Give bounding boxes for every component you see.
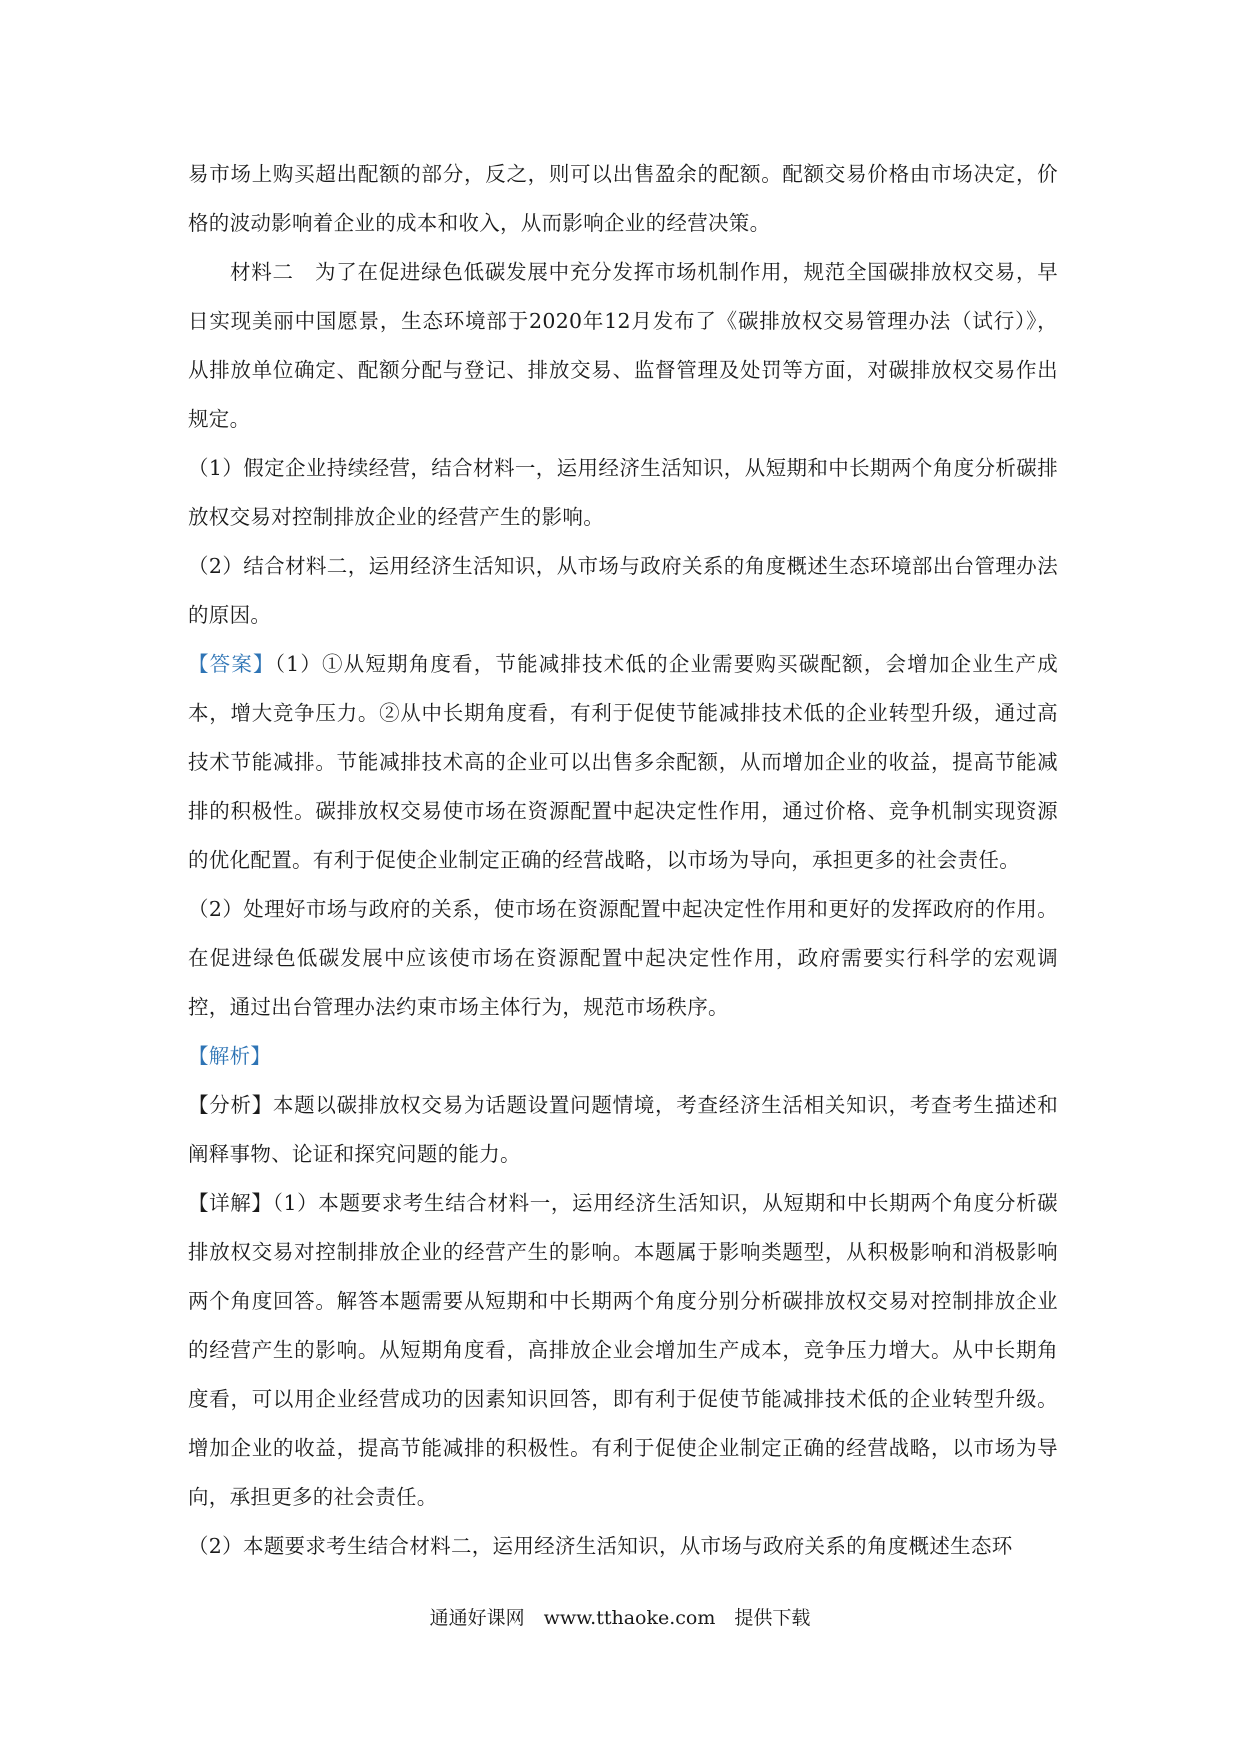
xiangjie-text-1: （1）本题要求考生结合材料一，运用经济生活知识，从短期和中长期两个角度分析碳排放权交易对控制排放企业的经营产生的影响。本题属于影响类题型，从积极影响和消极影响两个角度回答。解答本题需要从短期和中长期两个角度分别分析碳排放权交易对控制排放企业的经营产生的影响。从短期角度看，高排放企业会增加生产成本，竞争压力增大。从中长期角度看，可以用企业经营成功的因素知识回答，即有利于促使节能减排技术低的企业转型升级。增加企业的收益，提高节能减排的积极性。有利于促使企业制定正确的经营战略，以市场为导向，承担更多的社会责任。 — [188, 1191, 1058, 1509]
answer-part-2: （2）处理好市场与政府的关系，使市场在资源配置中起决定性作用和更好的发挥政府的作用。在促进绿色低碳发展中应该使市场在资源配置中起决定性作用，政府需要实行科学的宏观调控，通过出台管理办法约束市场主体行为，规范市场秩序。 — [188, 897, 1058, 1019]
material-one-continuation: 易市场上购买超出配额的部分，反之，则可以出售盈余的配额。配额交易价格由市场决定，价格的波动影响着企业的成本和收入，从而影响企业的经营决策。 — [188, 162, 1058, 235]
material-two-paragraph: 材料二 为了在促进绿色低碳发展中充分发挥市场机制作用，规范全国碳排放权交易，早日实现美丽中国愿景，生态环境部于2020年12月发布了《碳排放权交易管理办法（试行）》，从排放单位确定、配额分配与登记、排放交易、监督管理及处罚等方面，对碳排放权交易作出规定。 — [188, 260, 1058, 431]
xiangjie-paragraph-1 — [188, 1179, 1058, 1522]
answer-tag: 【答案】 — [188, 652, 275, 676]
question-1: （1）假定企业持续经营，结合材料一，运用经济生活知识，从短期和中长期两个角度分析碳排放权交易对控制排放企业的经营产生的影响。 — [188, 456, 1058, 529]
fenxi-paragraph — [188, 1081, 1058, 1179]
analysis-heading — [188, 1032, 1058, 1081]
question-2: （2）结合材料二，运用经济生活知识，从市场与政府关系的角度概述生态环境部出台管理办法的原因。 — [188, 554, 1058, 627]
answer-part-1-text: （1）①从短期角度看，节能减排技术低的企业需要购买碳配额，会增加企业生产成本，增大竞争压力。②从中长期角度看，有利于促使节能减排技术低的企业转型升级，通过高技术节能减排。节能减排技术高的企业可以出售多余配额，从而增加企业的收益，提高节能减排的积极性。碳排放权交易使市场在资源配置中起决定性作用，通过价格、竞争机制实现资源的优化配置。有利于促使企业制定正确的经营战略，以市场为导向，承担更多的社会责任。 — [188, 652, 1059, 872]
fenxi-text: 本题以碳排放权交易为话题设置问题情境，考查经济生活相关知识，考查考生描述和阐释事物、论证和探究问题的能力。 — [188, 1093, 1058, 1166]
fenxi-tag: 【分析】 — [188, 1093, 273, 1117]
analysis-tag: 【解析】 — [188, 1044, 272, 1068]
answer-part-1 — [188, 640, 1058, 885]
document-page — [188, 150, 1058, 1571]
xiangjie-tag: 【详解】 — [188, 1191, 273, 1215]
footer-source-note: 通通好课网 www.tthaoke.com 提供下载 — [429, 1607, 811, 1629]
xiangjie-paragraph-2: （2）本题要求考生结合材料二，运用经济生活知识，从市场与政府关系的角度概述生态环 — [188, 1534, 1013, 1558]
